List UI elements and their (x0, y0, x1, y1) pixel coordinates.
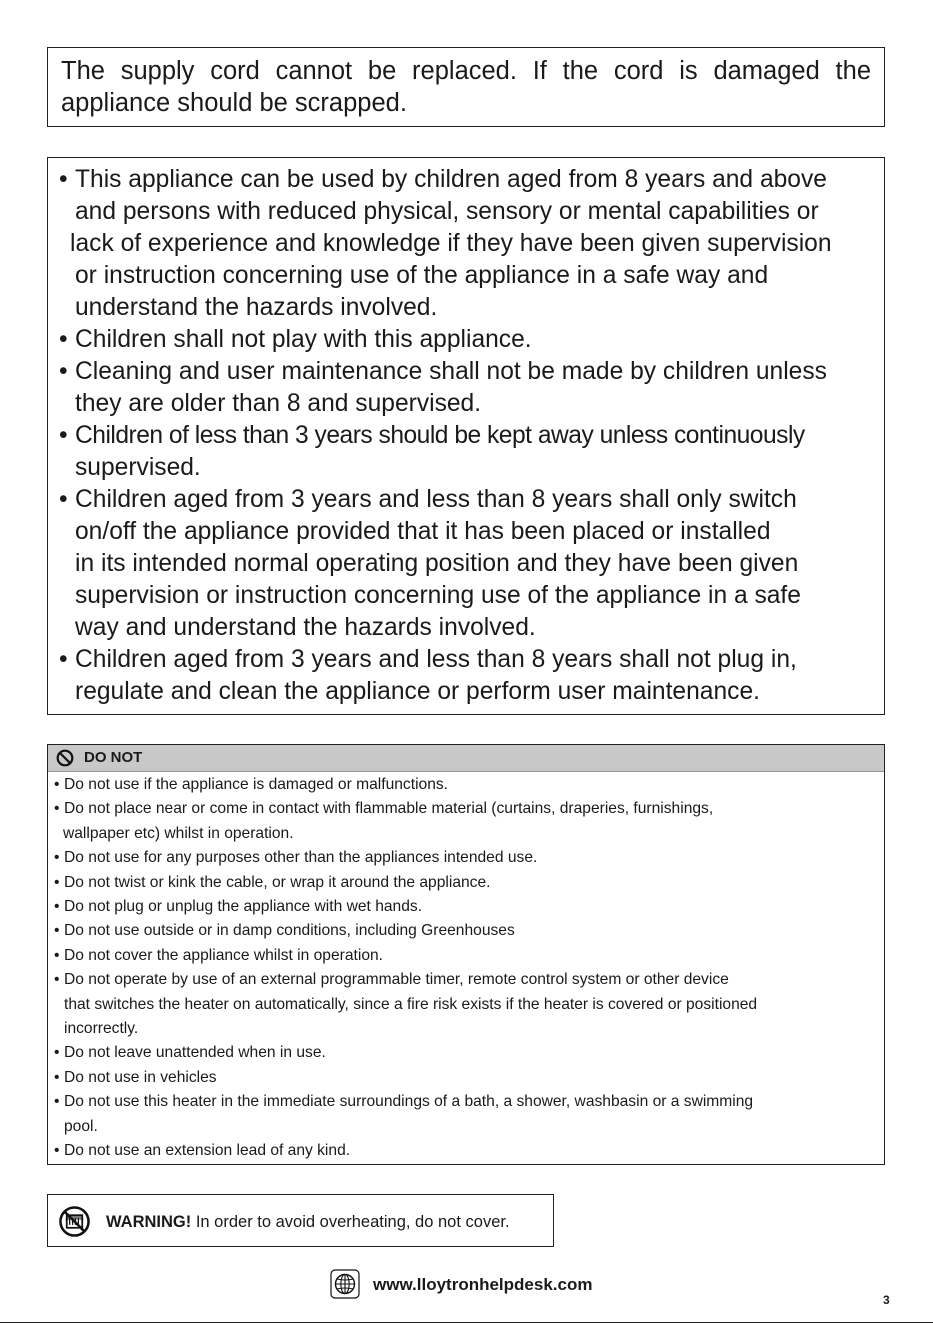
list-item: • Do not twist or kink the cable, or wrap it around the appliance. (54, 871, 878, 895)
list-item: • This appliance can be used by children aged from 8 years and above and persons with reduced physical, sensory or mental capabilities or lack of experience and knowledge if they have been given supervision or instruction concerning use of the appliance in a safe way and understand the hazards involved. (59, 166, 832, 321)
list-item: • Do not cover the appliance whilst in operation. (54, 944, 878, 968)
list-item: • Do not plug or unplug the appliance with wet hands. (54, 895, 878, 919)
children-safety-list (59, 164, 879, 708)
bullet-icon: • (59, 646, 68, 673)
bullet-icon: • (54, 898, 60, 916)
bullet-icon: • (54, 1142, 60, 1160)
footer-divider (0, 1322, 933, 1323)
do-not-header (48, 745, 884, 772)
list-item: • Cleaning and user maintenance shall not be made by children unless they are older than 8 and supervised. (59, 358, 827, 417)
bullet-icon: • (54, 849, 60, 867)
list-item: • Children shall not play with this appliance. (59, 324, 879, 356)
list-item: • Do not use outside or in damp conditions, including Greenhouses (54, 919, 878, 943)
list-item: • Do not use this heater in the immediate surroundings of a bath, a shower, washbasin or a swimming pool. (54, 1090, 878, 1139)
bullet-icon: • (59, 486, 68, 513)
globe-icon (330, 1269, 360, 1299)
prohibited-icon (56, 749, 74, 767)
bullet-icon: • (59, 166, 68, 193)
bullet-icon: • (54, 946, 60, 964)
list-item: • Children of less than 3 years should be kept away unless continuously supervised. (59, 422, 805, 481)
list-item: • Do not operate by use of an external programmable timer, remote control system or other device that switches the heater on automatically, since a fire risk exists if the heater is covered or positioned incorrectly. (54, 968, 878, 1041)
do-not-box (47, 744, 885, 1165)
bullet-icon: • (59, 422, 68, 449)
list-item: • Do not use in vehicles (54, 1066, 878, 1090)
list-item: • Do not use if the appliance is damaged or malfunctions. (54, 773, 878, 797)
bullet-icon: • (54, 922, 60, 940)
list-item: • Do not place near or come in contact with flammable material (curtains, draperies, furnishings, wallpaper etc) whilst in operation. (54, 797, 878, 846)
children-safety-box (47, 157, 885, 715)
warning-message: In order to avoid overheating, do not cover. (191, 1213, 510, 1231)
cord-notice-box (47, 47, 885, 127)
bullet-icon: • (59, 326, 68, 353)
warning-label: WARNING! (106, 1213, 192, 1231)
cord-notice-text: The supply cord cannot be replaced. If the cord is damaged the appliance should be scrapped. (61, 57, 871, 117)
list-item: • Do not use an extension lead of any kind. (54, 1139, 878, 1163)
bullet-icon: • (54, 873, 60, 891)
bullet-icon: • (54, 776, 60, 793)
bullet-icon: • (54, 1044, 60, 1062)
bullet-icon: • (54, 971, 60, 989)
website-link[interactable]: www.lloytronhelpdesk.com (373, 1275, 593, 1294)
page-number: 3 (883, 1293, 890, 1307)
bullet-icon: • (54, 1068, 60, 1086)
warning-text (106, 1212, 510, 1232)
list-item: • Do not leave unattended when in use. (54, 1041, 878, 1065)
do-not-title: DO NOT (84, 749, 143, 766)
do-not-list (54, 773, 878, 1164)
bullet-icon: • (59, 358, 68, 385)
list-item: • Children aged from 3 years and less than 8 years shall not plug in, regulate and clean the appliance or perform user maintenance. (59, 646, 797, 705)
bullet-icon: • (54, 1093, 60, 1111)
bullet-icon: • (54, 800, 60, 818)
list-item: • Do not use for any purposes other than the appliances intended use. (54, 846, 878, 870)
list-item: • Children aged from 3 years and less than 8 years shall only switch on/off the appliance provided that it has been placed or installed in its intended normal operating position and they have been given supervision or instruction concerning use of the appliance in a safe way and understand the hazards involved. (59, 486, 801, 641)
do-not-cover-icon (59, 1206, 90, 1237)
warning-box (47, 1194, 554, 1247)
